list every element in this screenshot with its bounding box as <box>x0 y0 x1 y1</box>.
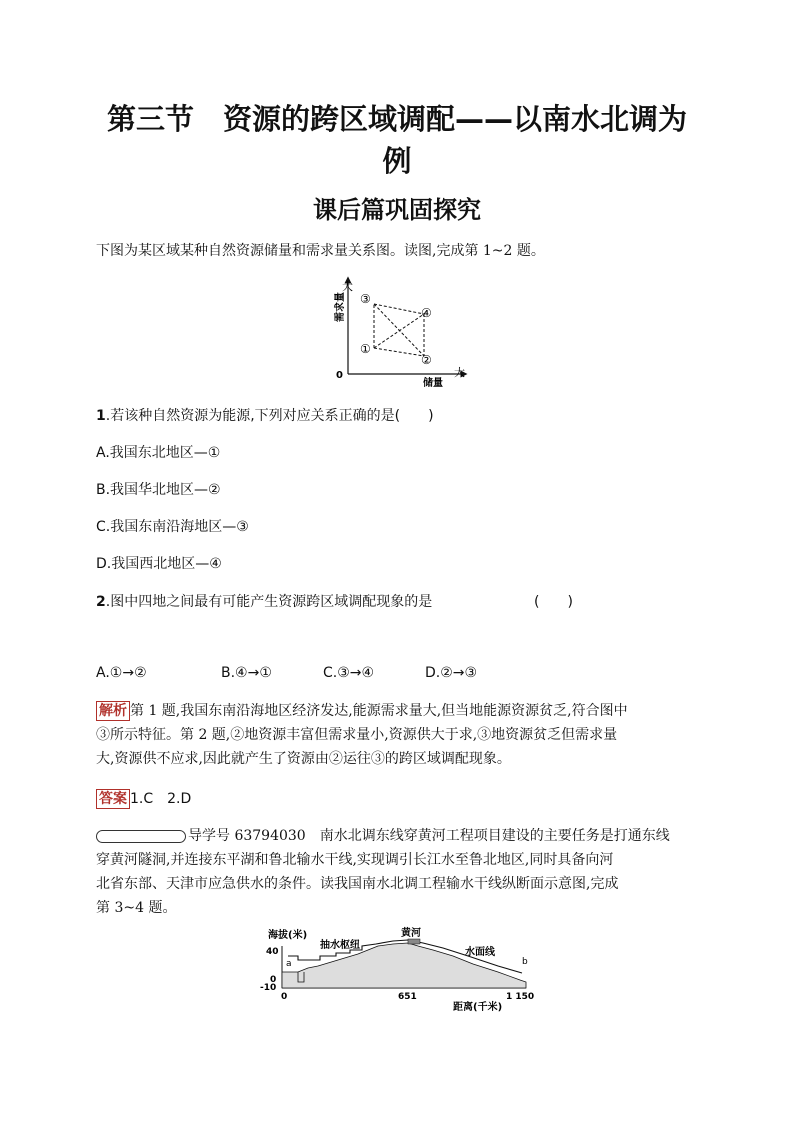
profile-xlabel: 距离(千米) <box>453 1002 503 1013</box>
river-label: 黄河 <box>401 928 421 939</box>
question-1 <box>96 405 434 427</box>
q1-option-c: C.我国东南沿海地区—③ <box>96 519 249 535</box>
q2-option-b: B.④→① <box>221 665 272 681</box>
page-title-line2: 例 <box>382 144 412 178</box>
passage-line2: 穿黄河隧洞,并连接东平湖和鲁北输水干线,实现调引长江水至鲁北地区,同时具备向河 <box>96 852 614 868</box>
question-2-text: .图中四地之间最有可能产生资源跨区域调配现象的是 <box>105 594 433 610</box>
intro-text: 下图为某区域某种自然资源储量和需求量关系图。读图,完成第 1~2 题。 <box>96 243 545 259</box>
yneg10-label: -10 <box>260 983 277 993</box>
analysis-text-1: 第 1 题,我国东南沿海地区经济发达,能源需求量大,但当地能源资源贫乏,符合图中 <box>130 703 628 719</box>
passage-line3: 北省东部、天津市应急供水的条件。读我国南水北调工程输水干线纵断面示意图,完成 <box>96 876 619 892</box>
analysis-line2: ③所示特征。第 2 题,②地资源丰富但需求量小,资源供大于求,③地资源贫乏但需求量 <box>96 727 618 743</box>
q1-option-a: A.我国东北地区—① <box>96 445 221 461</box>
y-axis-label: 需求量 <box>335 292 346 322</box>
point-1: ① <box>360 342 371 356</box>
analysis-line1 <box>96 700 628 722</box>
question-1-text: .若该种自然资源为能源,下列对应关系正确的是( ) <box>105 408 434 424</box>
point-3: ③ <box>360 292 371 306</box>
q1-option-d: D.我国西北地区—④ <box>96 556 222 572</box>
q1-option-b: B.我国华北地区—② <box>96 482 221 498</box>
y-big-label: 大 <box>342 280 353 293</box>
profile-ylabel: 海拔(米) <box>268 930 308 941</box>
passage-text-1: 导学号 63794030 南水北调东线穿黄河工程项目建设的主要任务是打通东线 <box>188 828 670 844</box>
x-big-label: 大 <box>454 366 465 379</box>
profile-chart <box>258 926 538 1016</box>
passage-line1 <box>96 825 670 847</box>
x651-label: 651 <box>398 992 417 1002</box>
pump-label: 抽水枢纽 <box>320 940 360 951</box>
waterline-label: 水面线 <box>465 947 495 958</box>
section-title: 课后篇巩固探究 <box>313 196 481 224</box>
answer-tag: 答案 <box>96 789 130 809</box>
origin-label: 0 <box>336 370 343 381</box>
answer-line <box>96 788 191 810</box>
analysis-tag: 解析 <box>96 701 130 721</box>
point-4: ④ <box>421 306 432 320</box>
passage-line4: 第 3~4 题。 <box>96 900 177 916</box>
point-a: a <box>286 959 292 969</box>
point-b: b <box>522 957 528 967</box>
blank-pill <box>96 830 186 843</box>
x1150-label: 1 150 <box>506 992 535 1002</box>
point-2: ② <box>421 353 432 367</box>
resource-chart <box>326 272 476 392</box>
analysis-line3: 大,资源供不应求,因此就产生了资源由②运往③的跨区域调配现象。 <box>96 751 511 767</box>
x0-label: 0 <box>281 992 288 1002</box>
y0-label: 0 <box>270 975 277 985</box>
q2-option-c: C.③→④ <box>323 665 375 681</box>
question-2-bracket: ( ) <box>534 594 573 610</box>
y40-label: 40 <box>266 947 279 957</box>
q2-option-d: D.②→③ <box>425 665 478 681</box>
question-2-number: 2 <box>96 594 106 610</box>
x-axis-label: 储量 <box>423 378 443 389</box>
page-title-line1: 第三节 资源的跨区域调配——以南水北调为 <box>106 102 687 136</box>
question-2 <box>96 591 432 613</box>
answer-text: 1.C 2.D <box>130 791 192 807</box>
question-1-number: 1 <box>96 408 106 424</box>
q2-option-a: A.①→② <box>96 665 147 681</box>
